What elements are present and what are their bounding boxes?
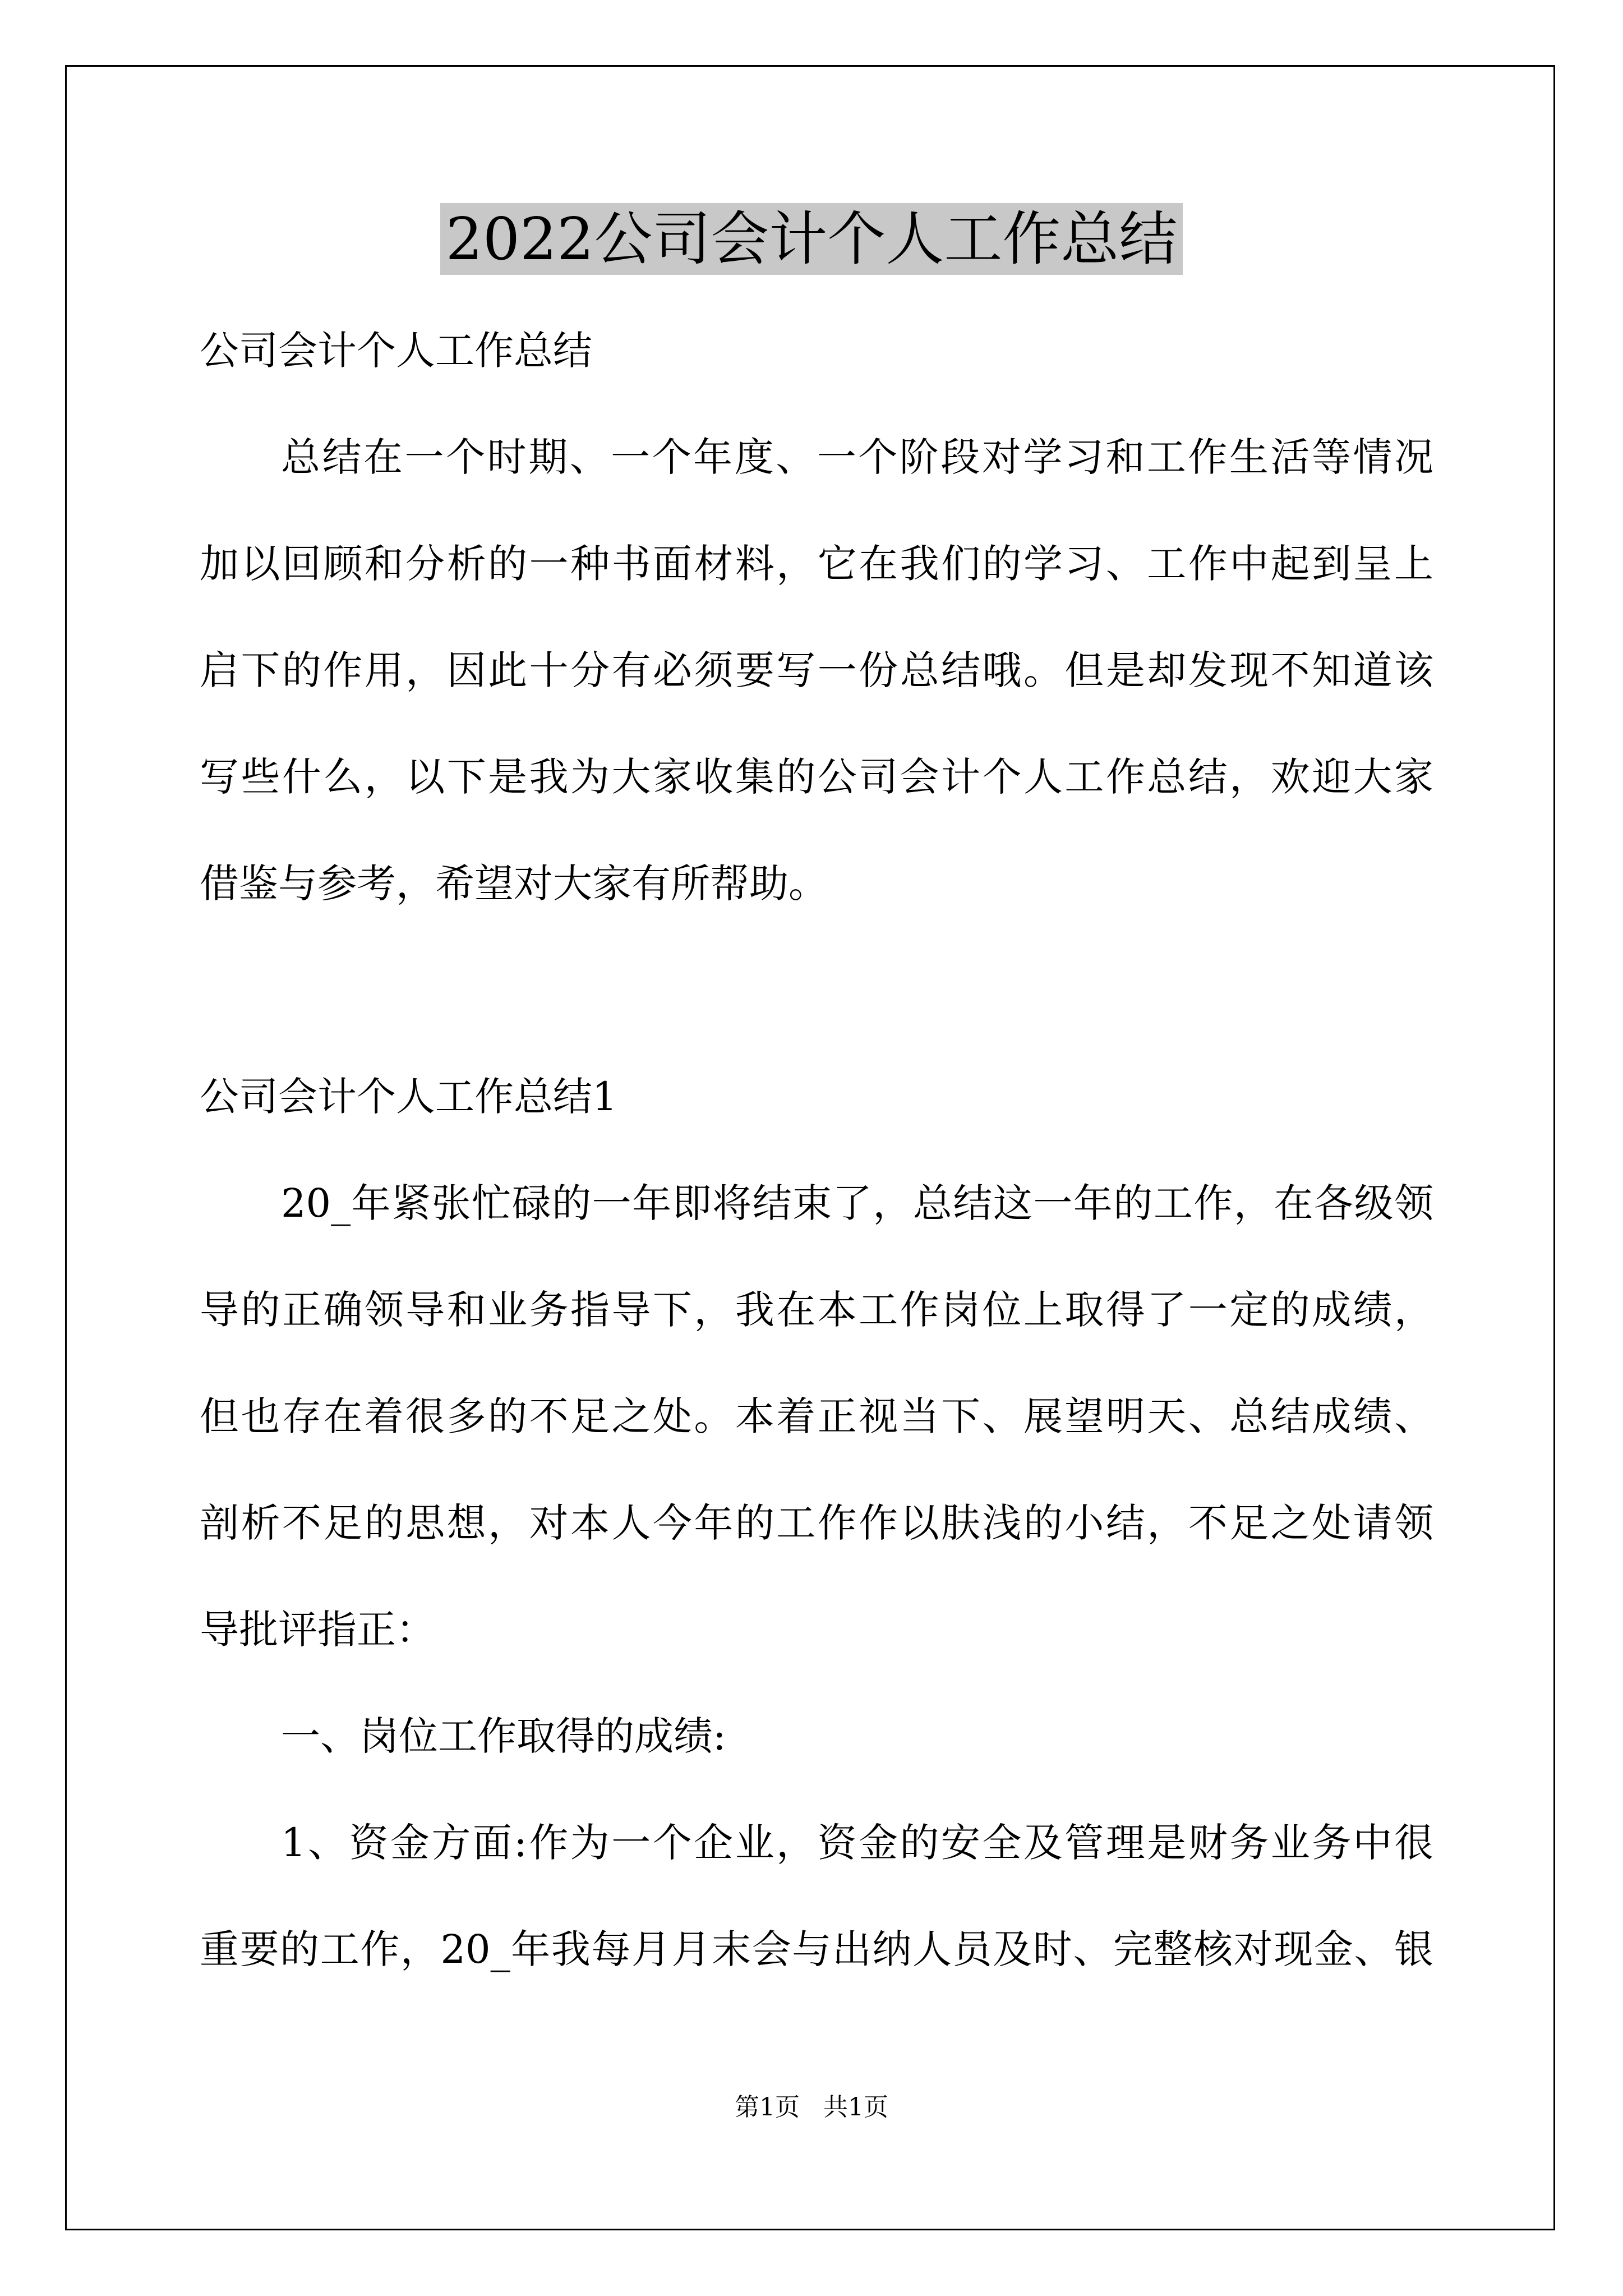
paragraph-line: 总结在一个时期、一个年度、一个阶段对学习和工作生活等情况 (281, 434, 1433, 480)
section-heading: 公司会计个人工作总结1 (200, 1074, 617, 1120)
paragraph-line: 导批评指正： (200, 1607, 435, 1653)
paragraph-line: 1、资金方面:作为一个企业，资金的安全及管理是财务业务中很 (281, 1820, 1433, 1866)
paragraph-gap (200, 948, 1433, 1055)
title-container (0, 203, 1623, 275)
paragraph-line: 写些什么，以下是我为大家收集的公司会计个人工作总结，欢迎大家 (200, 754, 1433, 800)
section-heading: 公司会计个人工作总结 (200, 328, 592, 374)
paragraph-line: 加以回顾和分析的一种书面材料，它在我们的学习、工作中起到呈上 (200, 541, 1433, 587)
paragraph-line: 导的正确领导和业务指导下，我在本工作岗位上取得了一定的成绩， (200, 1287, 1433, 1333)
paragraph-line: 重要的工作，20_年我每月月末会与出纳人员及时、完整核对现金、银 (200, 1926, 1433, 1972)
page-footer: 第1页 共1页 (735, 2093, 888, 2122)
document-title: 2022公司会计个人工作总结 (440, 203, 1183, 275)
list-heading: 一、岗位工作取得的成绩: (281, 1713, 726, 1759)
paragraph-line: 借鉴与参考，希望对大家有所帮助。 (200, 861, 828, 907)
paragraph-line: 启下的作用，因此十分有必须要写一份总结哦。但是却发现不知道该 (200, 647, 1433, 693)
paragraph-line: 20_年紧张忙碌的一年即将结束了，总结这一年的工作，在各级领 (281, 1180, 1433, 1226)
paragraph-line: 但也存在着很多的不足之处。本着正视当下、展望明天、总结成绩、 (200, 1393, 1433, 1439)
paragraph-line: 剖析不足的思想，对本人今年的工作作以肤浅的小结，不足之处请领 (200, 1500, 1433, 1546)
document-body (200, 309, 1433, 2014)
